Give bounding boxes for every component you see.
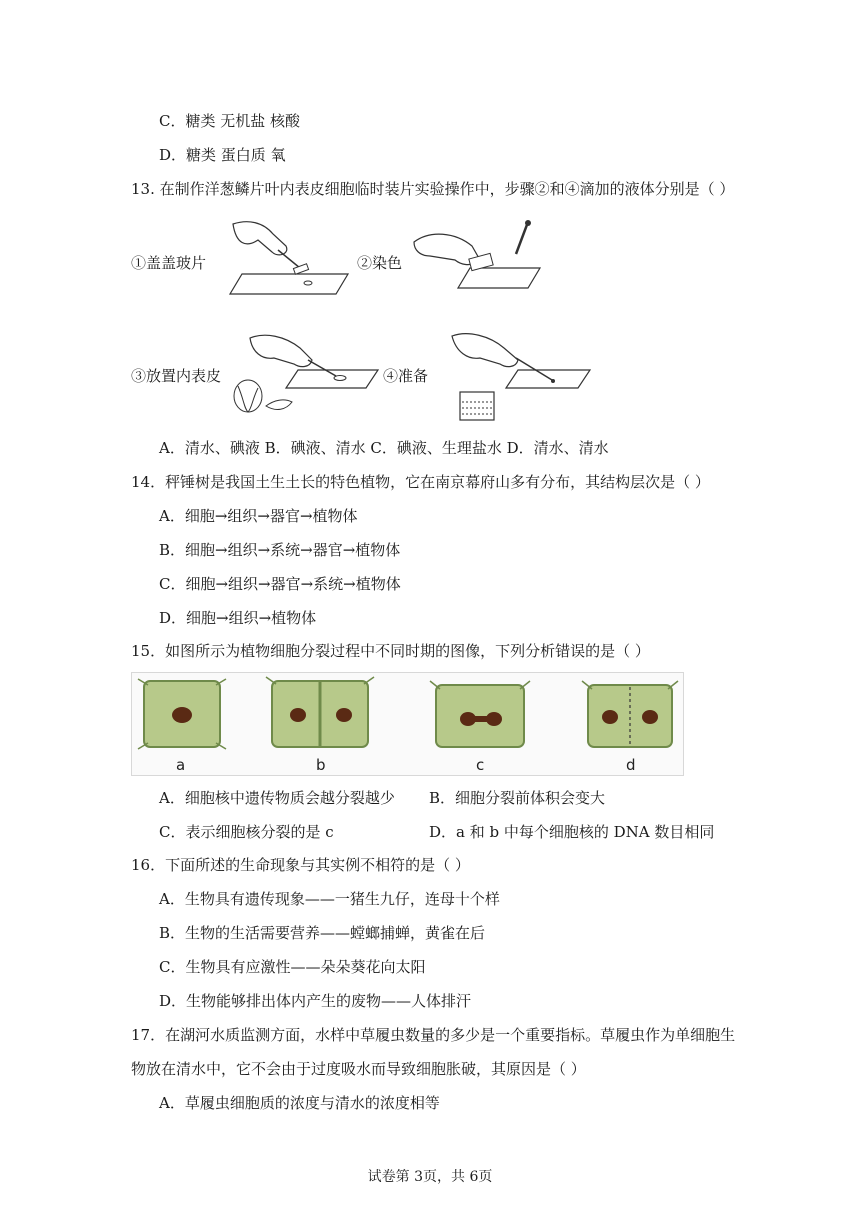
q13-stem: 13. 在制作洋葱鳞片叶内表皮细胞临时装片实验操作中，步骤②和④滴加的液体分别是（ ） — [131, 180, 735, 198]
q13-step4-illustration — [442, 330, 592, 426]
cell-a — [138, 679, 226, 749]
cell-label-a: a — [176, 756, 186, 774]
q13-step4-label: ④准备 — [383, 367, 429, 385]
q17-stem-line2: 物放在清水中，它不会由于过度吸水而导致细胞胀破，其原因是（ ） — [131, 1060, 586, 1078]
q12-option-d: D．糖类 蛋白质 氧 — [159, 146, 286, 164]
q14-option-a: A．细胞→组织→器官→植物体 — [159, 507, 358, 525]
cell-d — [582, 681, 678, 747]
q13-step2-illustration — [410, 220, 550, 295]
q13-step1-label: ①盖盖玻片 — [131, 254, 207, 272]
nucleus-b2 — [336, 708, 352, 722]
nucleus-d2 — [642, 710, 658, 724]
q16-option-a: A．生物具有遗传现象——一猪生九仔，连母十个样 — [159, 890, 500, 908]
q16-option-d: D．生物能够排出体内产生的废物——人体排汗 — [159, 992, 472, 1010]
cell-label-d: d — [626, 756, 636, 774]
cell-c — [430, 681, 530, 747]
q13-step3-illustration — [230, 330, 380, 418]
q17-option-a: A．草履虫细胞质的浓度与清水的浓度相等 — [159, 1094, 440, 1112]
q13-options: A．清水、碘液 B．碘液、清水 C．碘液、生理盐水 D．清水、清水 — [159, 439, 609, 457]
cell-label-b: b — [316, 756, 326, 774]
q14-option-d: D．细胞→组织→植物体 — [159, 609, 317, 627]
q16-option-c: C．生物具有应激性——朵朵葵花向太阳 — [159, 958, 426, 976]
q14-option-c: C．细胞→组织→器官→系统→植物体 — [159, 575, 401, 593]
q13-step3-label: ③放置内表皮 — [131, 367, 222, 385]
q15-option-c: C．表示细胞核分裂的是 c — [159, 823, 334, 841]
q16-option-b: B．生物的生活需要营养——螳螂捕蝉，黄雀在后 — [159, 924, 486, 942]
q12-option-c: C．糖类 无机盐 核酸 — [159, 112, 301, 130]
q13-step1-illustration — [228, 214, 358, 299]
nucleus-c2 — [486, 712, 502, 726]
q15-stem: 15．如图所示为植物细胞分裂过程中不同时期的图像，下列分析错误的是（ ） — [131, 642, 650, 660]
q14-option-b: B．细胞→组织→系统→器官→植物体 — [159, 541, 401, 559]
q14-stem: 14．秤锤树是我国土生土长的特色植物，它在南京幕府山多有分布，其结构层次是（ ） — [131, 473, 710, 491]
cell-b — [266, 677, 374, 747]
nucleus-a — [172, 707, 192, 723]
nucleus-d1 — [602, 710, 618, 724]
page-footer: 试卷第 3页，共 6页 — [367, 1169, 493, 1185]
q15-option-a: A．细胞核中遗传物质会越分裂越少 — [159, 789, 395, 807]
q15-option-d: D．a 和 b 中每个细胞核的 DNA 数目相同 — [429, 823, 715, 841]
nucleus-b1 — [290, 708, 306, 722]
q17-stem-line1: 17．在湖河水质监测方面，水样中草履虫数量的多少是一个重要指标。草履虫作为单细胞生 — [131, 1026, 736, 1044]
cell-label-c: c — [476, 756, 485, 774]
nucleus-c1 — [460, 712, 476, 726]
q13-step2-label: ②染色 — [357, 254, 403, 272]
q16-stem: 16．下面所述的生命现象与其实例不相符的是（ ） — [131, 856, 470, 874]
q15-option-b: B．细胞分裂前体积会变大 — [429, 789, 606, 807]
cell-division-figure — [131, 672, 684, 776]
